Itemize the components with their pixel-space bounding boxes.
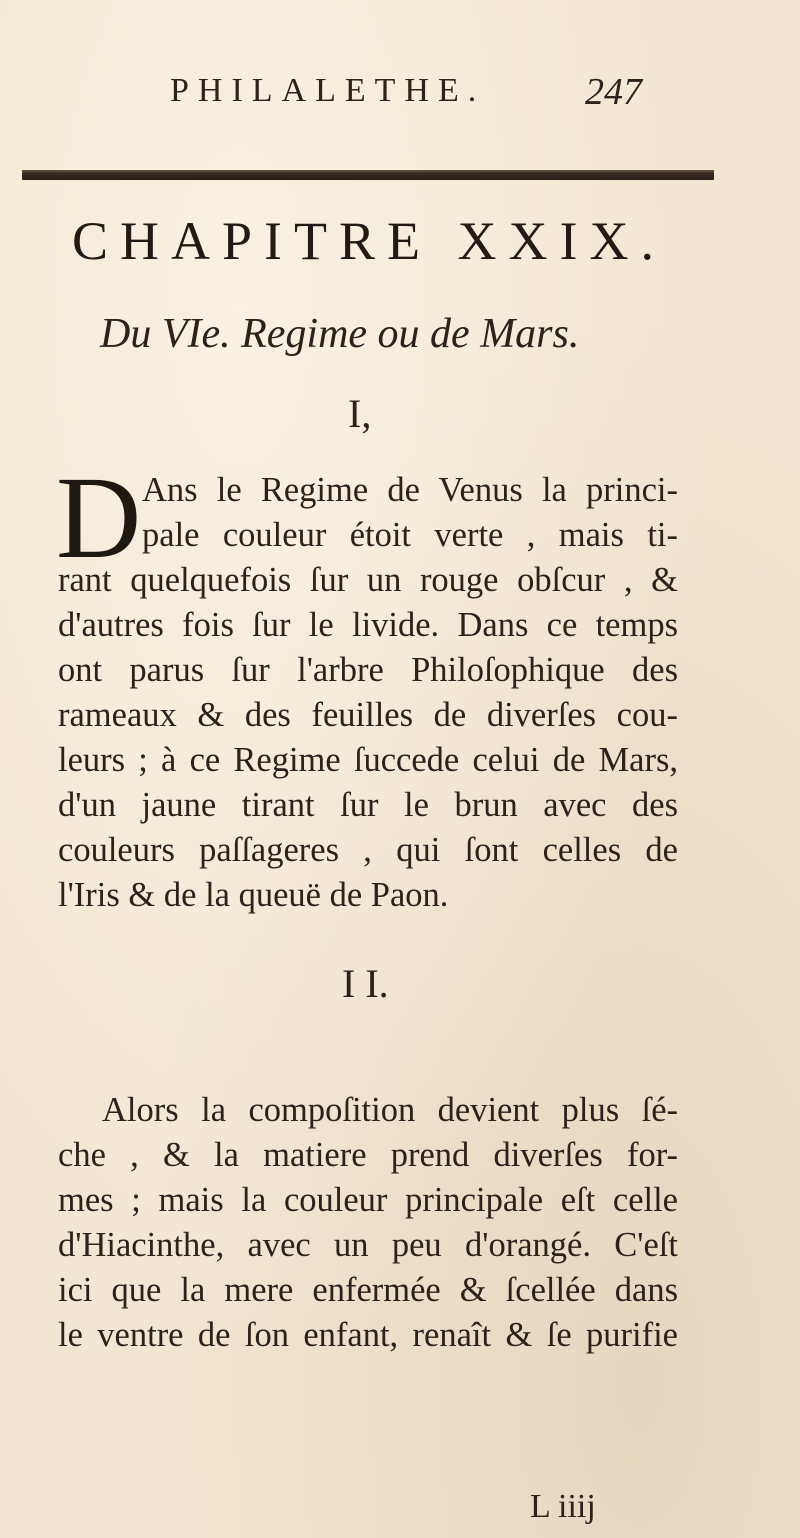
paragraph-2 [58, 1088, 678, 1358]
page-number: 247 [585, 71, 642, 113]
header-rule [22, 172, 714, 180]
text-line: couleurs paſſageres , qui ſont celles de [58, 831, 678, 869]
text-line: d'autres fois ſur le livide. Dans ce temps [58, 606, 678, 644]
chapter-heading: CHAPITRE XXIX. [72, 211, 666, 271]
text-line: rameaux & des feuilles de diverſes cou- [58, 696, 678, 734]
section-number-1: I, [348, 391, 372, 436]
text-line: d'Hiacinthe, avec un peu d'orangé. C'eſt [58, 1226, 678, 1264]
text-line: rant quelquefois ſur un rouge obſcur , & [58, 561, 678, 599]
text-line: che , & la matiere prend diverſes for- [58, 1136, 678, 1174]
text-line: pale couleur étoit verte , mais ti- [142, 516, 678, 554]
text-line: l'Iris & de la queuë de Paon. [58, 876, 449, 914]
section-number-2: I I. [342, 961, 389, 1006]
chapter-subtitle: Du VIe. Regime ou de Mars. [100, 311, 580, 357]
paragraph-1 [56, 452, 678, 918]
running-head-title: PHILALETHE. [170, 72, 486, 109]
text-line: Alors la compoſition devient plus ſé- [102, 1091, 678, 1129]
text-line: d'un jaune tirant ſur le brun avec des [58, 786, 678, 824]
drop-cap: D [56, 452, 142, 583]
signature-mark: L iiij [530, 1488, 596, 1525]
text-line: mes ; mais la couleur principale eſt celle [58, 1181, 678, 1219]
text-line: ont parus ſur l'arbre Philoſophique des [58, 651, 678, 689]
text-line: le ventre de ſon enfant, renaît & ſe purifie [58, 1316, 678, 1354]
text-line: leurs ; à ce Regime ſuccede celui de Mars, [58, 741, 678, 779]
text-line: ici que la mere enfermée & ſcellée dans [58, 1271, 678, 1309]
text-line: Ans le Regime de Venus la princi- [142, 471, 678, 509]
